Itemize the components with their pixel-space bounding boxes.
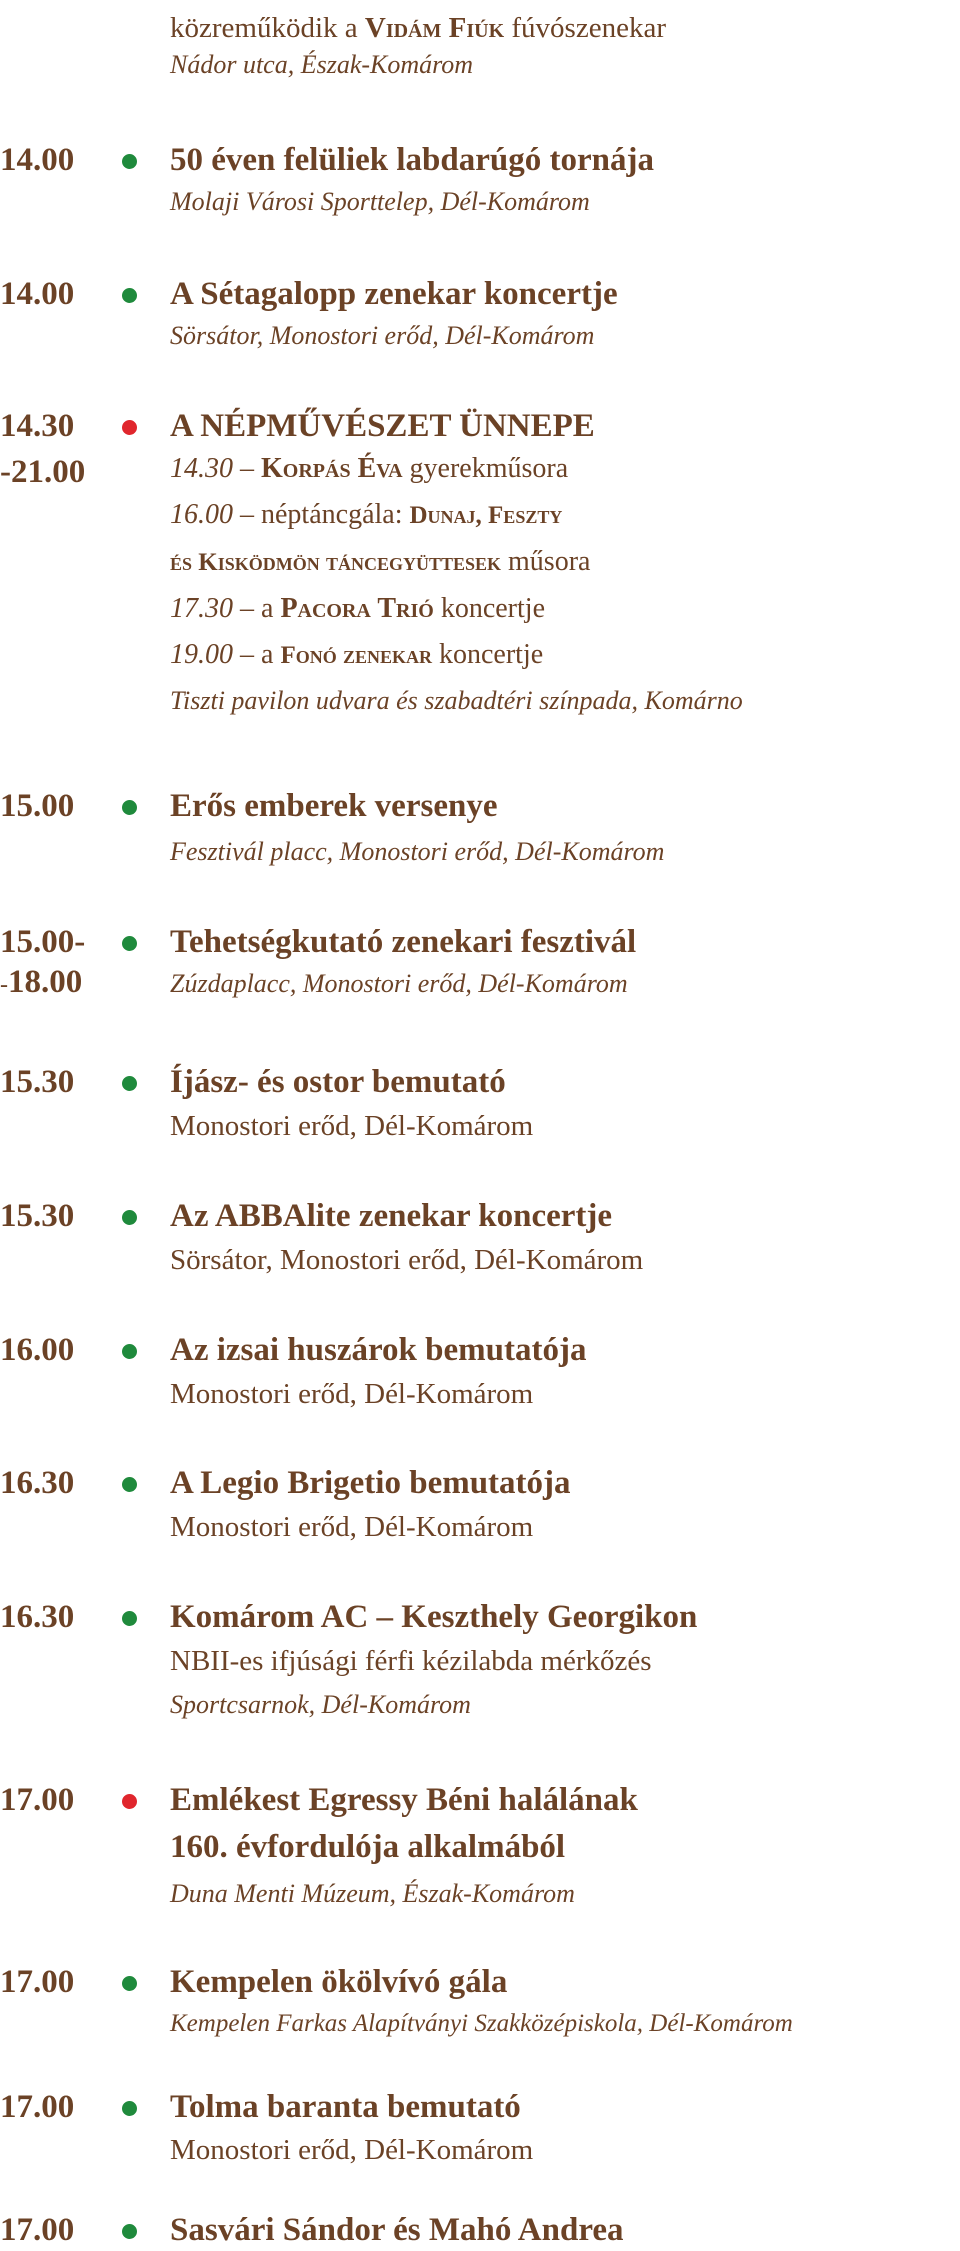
program-line [170, 446, 743, 492]
event-title: Erős emberek versenye [170, 788, 498, 824]
program-time: 16.00 [170, 499, 233, 530]
event-title: A NÉPMŰVÉSZET ÜNNEPE [170, 408, 595, 444]
bullet-dot [122, 154, 137, 169]
event-title-line2: 160. évfordulója alkalmából [170, 1829, 566, 1865]
program-pre: – néptáncgála: [233, 499, 410, 530]
bullet-dot [122, 2224, 137, 2239]
event-title: Tolma baranta bemutató [170, 2089, 521, 2125]
event-title: Az ABBAlite zenekar koncertje [170, 1198, 613, 1234]
program-name: Pacora Trió [280, 593, 434, 624]
event-time-end [0, 962, 82, 1005]
event-time: 17.00 [0, 1964, 75, 2000]
bullet-dot [122, 1210, 137, 1225]
event-time: 15.30 [0, 1198, 75, 1234]
program-name: és Kisködmön táncegyüttesek [170, 549, 502, 576]
event-title: 50 éven felüliek labdarúgó tornája [170, 142, 654, 178]
event-time: 14.30 [0, 408, 75, 444]
program-post: műsora [501, 546, 591, 577]
program-line [170, 492, 743, 539]
program-line [170, 539, 743, 586]
event-venue: Sportcsarnok, Dél-Komárom [170, 1690, 471, 1719]
event-venue: Fesztivál placc, Monostori erőd, Dél-Komárom [170, 837, 665, 866]
event-venue: Tiszti pavilon udvara és szabadtéri színpada, Komárno [170, 686, 743, 715]
event-time: 17.00 [0, 2089, 75, 2125]
bullet-dot [122, 800, 137, 815]
event-time: 15.30 [0, 1064, 75, 1100]
time-dash: - [0, 972, 8, 998]
program-line [170, 586, 743, 632]
event-title: Sasvári Sándor és Mahó Andrea [170, 2212, 624, 2248]
program-time: 14.30 [170, 453, 233, 484]
program-time: 17.30 [170, 593, 233, 624]
bullet-dot [122, 420, 137, 435]
program-pre: – [233, 453, 261, 484]
program-name: Dunaj, Feszty [409, 502, 563, 529]
intro-text-pre: közreműködik a [170, 12, 365, 44]
event-title: A Legio Brigetio bemutatója [170, 1465, 571, 1501]
event-time-end: -21.00 [0, 454, 86, 490]
event-time: 16.30 [0, 1465, 75, 1501]
bullet-dot [122, 936, 137, 951]
event-title: Emlékest Egressy Béni halálának [170, 1782, 638, 1818]
event-time: 14.00 [0, 276, 75, 312]
intro-line [170, 8, 666, 48]
event-venue: Monostori erőd, Dél-Komárom [170, 1110, 534, 1142]
bullet-dot [122, 1477, 137, 1492]
intro-band: Vidám Fiúk [364, 12, 505, 44]
bullet-dot [122, 1794, 137, 1809]
event-venue: Monostori erőd, Dél-Komárom [170, 1511, 534, 1543]
program-pre: – a [233, 639, 281, 670]
event-time: 16.00 [0, 1332, 75, 1368]
event-title: Komárom AC – Keszthely Georgikon [170, 1599, 698, 1635]
event-title: A Sétagalopp zenekar koncertje [170, 276, 618, 312]
event-venue: Monostori erőd, Dél-Komárom [170, 2134, 534, 2166]
event-venue: Monostori erőd, Dél-Komárom [170, 1378, 534, 1410]
event-time: 14.00 [0, 142, 75, 178]
event-venue: Molaji Városi Sporttelep, Dél-Komárom [170, 187, 590, 216]
program-time: 19.00 [170, 639, 233, 670]
event-venue: Duna Menti Múzeum, Észak-Komárom [170, 1879, 575, 1908]
program-name: Korpás Éva [261, 453, 403, 484]
event-subtitle: NBII-es ifjúsági férfi kézilabda mérkőzés [170, 1645, 652, 1677]
event-time: 15.00 [0, 788, 75, 824]
time-end-value: 18.00 [8, 964, 83, 1000]
program-post: gyerekműsora [402, 453, 569, 484]
bullet-dot [122, 1611, 137, 1626]
event-venue: Zúzdaplacc, Monostori erőd, Dél-Komárom [170, 969, 628, 998]
event-venue: Kempelen Farkas Alapítványi Szakközépiskola, Dél-Komárom [170, 2010, 793, 2037]
event-time: 16.30 [0, 1599, 75, 1635]
bullet-dot [122, 1076, 137, 1091]
intro-text-post: fúvószenekar [504, 12, 666, 44]
event-title: Kempelen ökölvívó gála [170, 1964, 508, 2000]
bullet-dot [122, 2101, 137, 2116]
program-line [170, 632, 743, 679]
program-post: koncertje [433, 593, 545, 624]
program-pre: – a [233, 593, 281, 624]
event-venue: Sörsátor, Monostori erőd, Dél-Komárom [170, 1244, 644, 1276]
event-title: Az izsai huszárok bemutatója [170, 1332, 587, 1368]
event-time: 17.00 [0, 1782, 75, 1818]
bullet-dot [122, 288, 137, 303]
event-time: 15.00- [0, 924, 86, 960]
event-venue: Sörsátor, Monostori erőd, Dél-Komárom [170, 321, 595, 350]
event-time: 17.00 [0, 2212, 75, 2248]
bullet-dot [122, 1344, 137, 1359]
bullet-dot [122, 1976, 137, 1991]
event-title: Tehetségkutató zenekari fesztivál [170, 924, 637, 960]
program-name: Fonó zenekar [280, 642, 432, 669]
program-post: koncertje [431, 639, 544, 670]
event-title: Íjász- és ostor bemutató [170, 1064, 506, 1100]
intro-venue: Nádor utca, Észak-Komárom [170, 50, 474, 79]
